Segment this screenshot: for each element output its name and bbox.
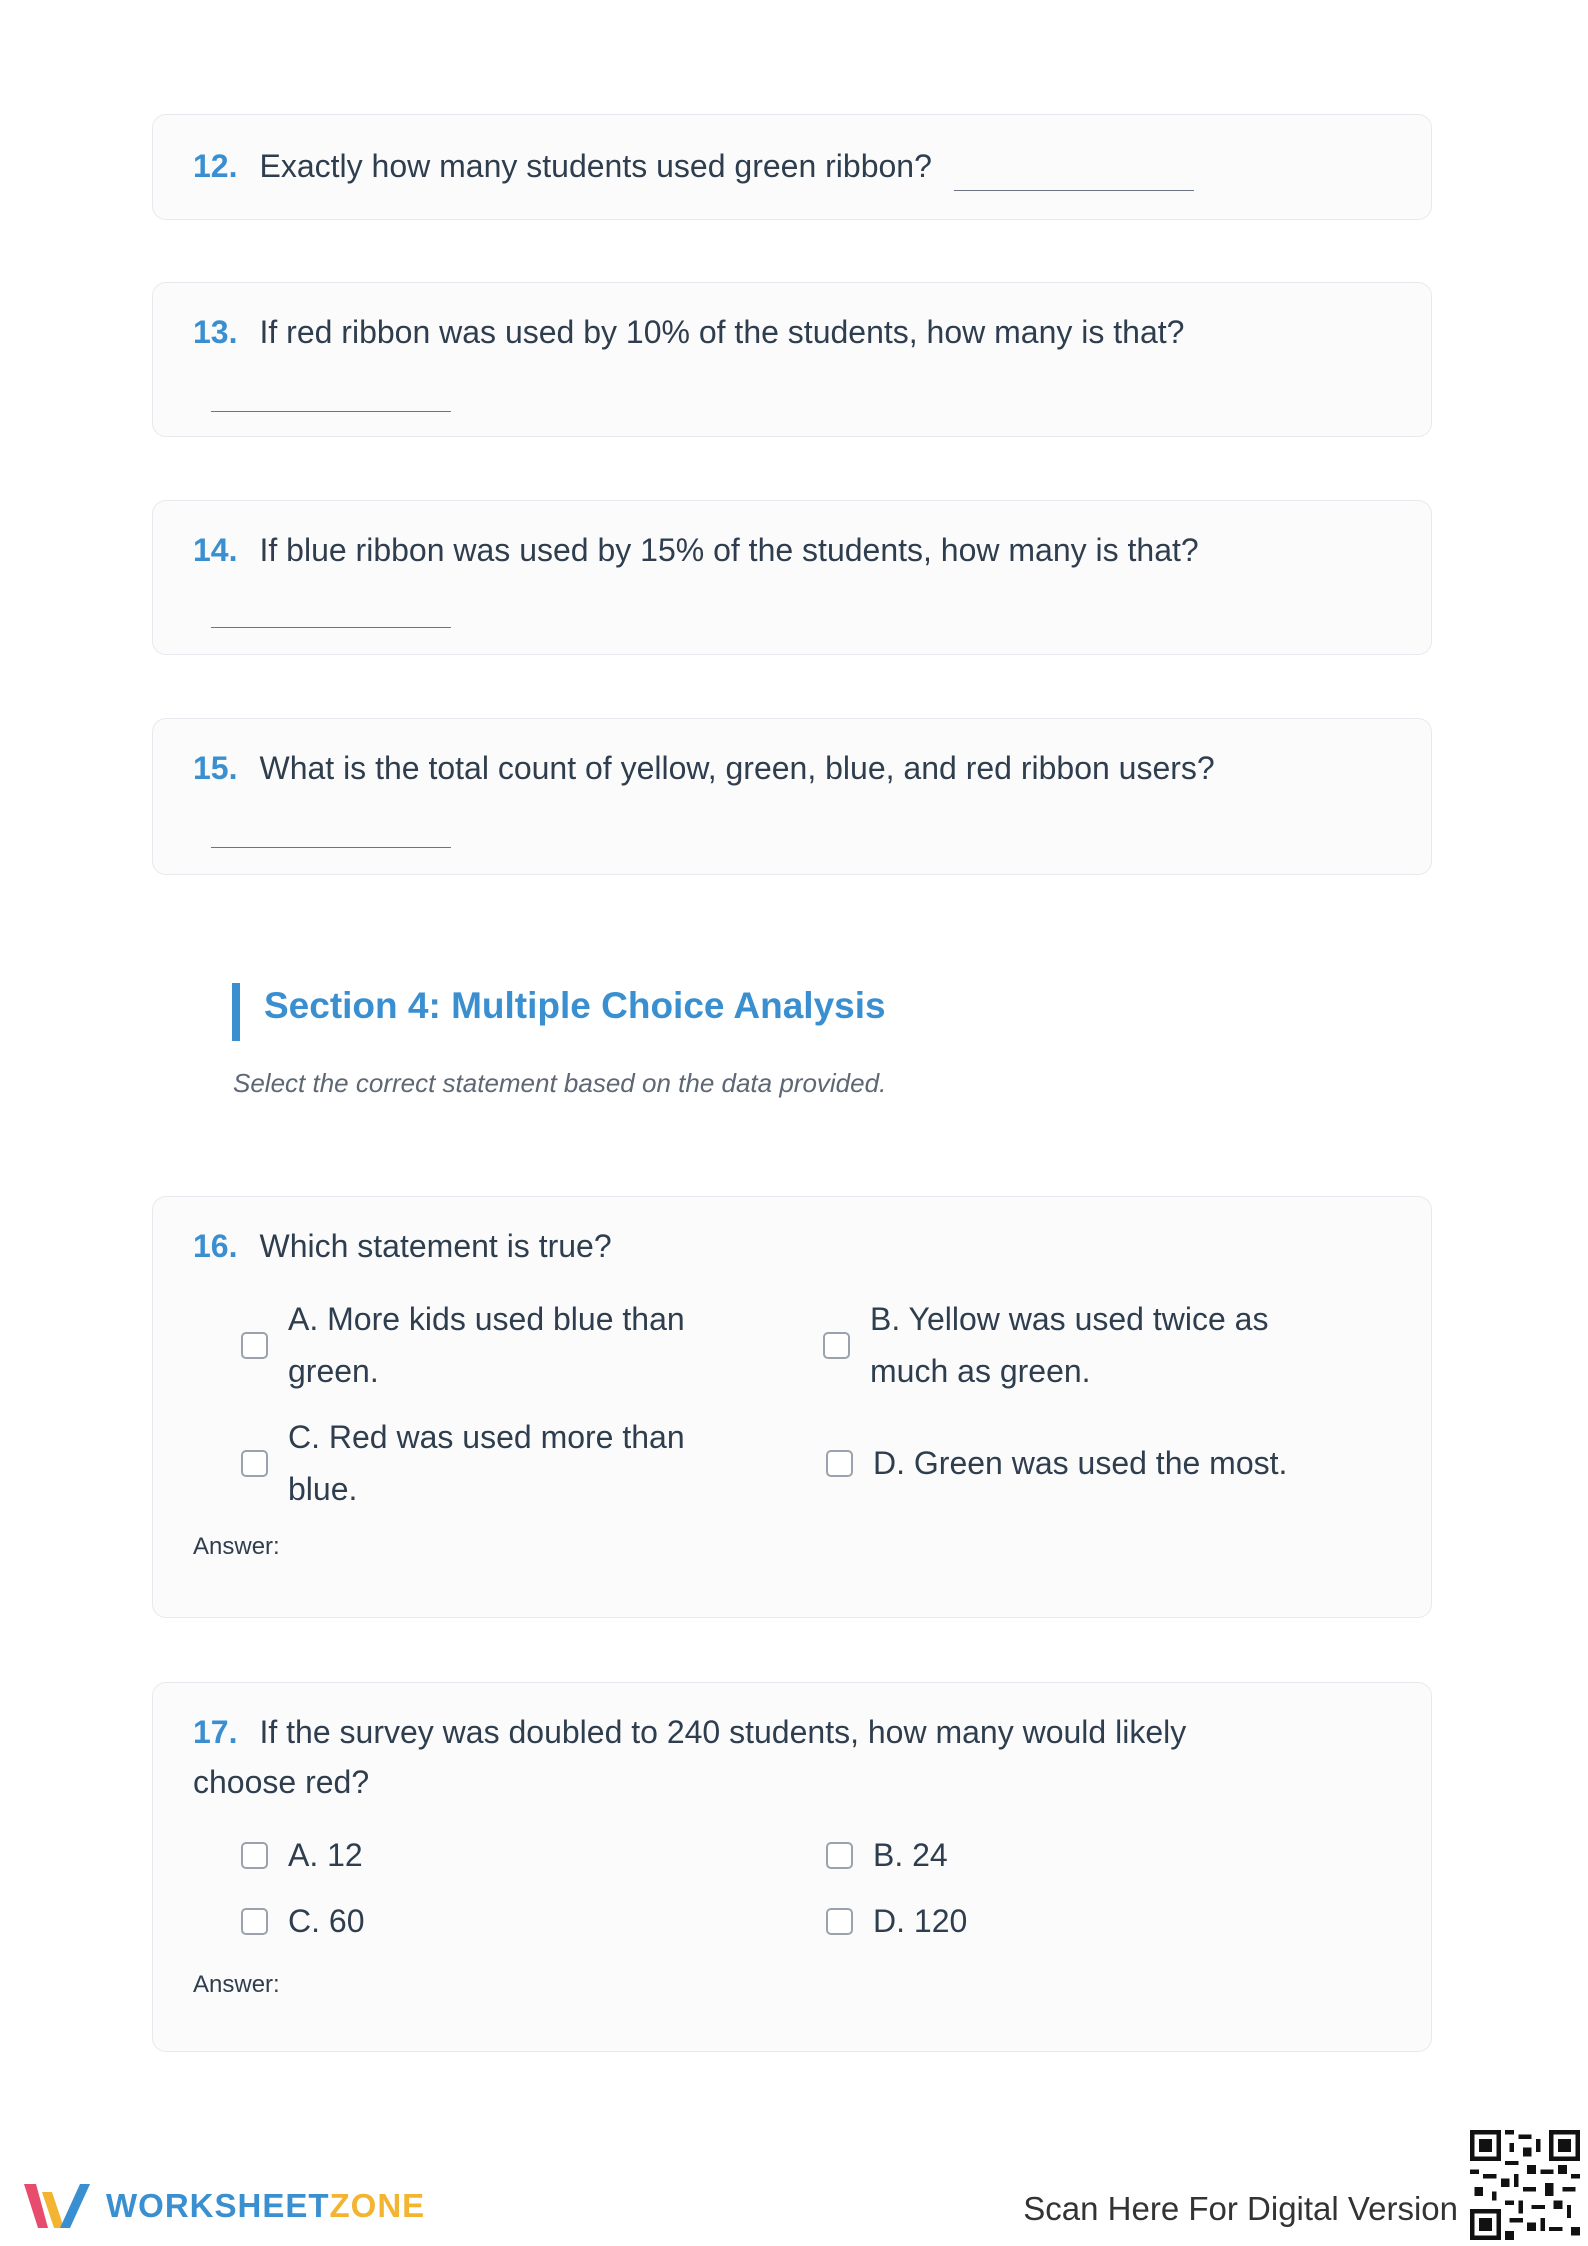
option-label: C. 60: [288, 1903, 365, 1939]
answer-label: Answer:: [193, 1533, 280, 1560]
checkbox[interactable]: [823, 1332, 850, 1359]
section-title: Section 4: Multiple Choice Analysis: [264, 985, 886, 1026]
question-number: 16.: [193, 1228, 238, 1264]
question-15: [193, 743, 1391, 793]
question-14: [193, 525, 1391, 575]
answer-blank[interactable]: [211, 411, 451, 412]
checkbox[interactable]: [241, 1842, 268, 1869]
qr-code-icon[interactable]: [1470, 2130, 1580, 2240]
question-text-cont: choose red?: [193, 1764, 370, 1800]
worksheetzone-logo[interactable]: [20, 2178, 425, 2234]
question-card-15: [152, 718, 1432, 875]
checkbox[interactable]: [241, 1332, 268, 1359]
answer-blank[interactable]: [954, 160, 1194, 191]
checkbox[interactable]: [826, 1450, 853, 1477]
question-13: [193, 307, 1391, 357]
option-label: D. Green was used the most.: [873, 1445, 1288, 1481]
option-label: B. Yellow was used twice as much as green.: [870, 1301, 1269, 1389]
option-label: C. Red was used more than blue.: [288, 1419, 685, 1507]
checkbox[interactable]: [241, 1908, 268, 1935]
question-text: If the survey was doubled to 240 students, how many would likely: [259, 1714, 1187, 1750]
question-card-13: [152, 282, 1432, 437]
option-label: A. 12: [288, 1837, 363, 1873]
option-label: A. More kids used blue than green.: [288, 1301, 685, 1389]
section-subtitle: Select the correct statement based on the data provided.: [233, 1068, 887, 1098]
option-label: D. 120: [873, 1903, 968, 1939]
option-a[interactable]: [241, 1293, 685, 1397]
question-card-16: [152, 1196, 1432, 1618]
logo-text: WORKSHEETZONE: [106, 2187, 426, 2224]
option-d[interactable]: [826, 1895, 967, 1947]
question-number: 17.: [193, 1714, 238, 1750]
question-number: 12.: [193, 148, 238, 184]
option-d[interactable]: [826, 1437, 1287, 1489]
question-17: [193, 1707, 1391, 1807]
option-a[interactable]: [241, 1829, 363, 1881]
section-accent-bar: [232, 983, 240, 1041]
w-logo-icon: [20, 2178, 94, 2234]
scan-text: Scan Here For Digital Version: [1023, 2190, 1458, 2227]
checkbox[interactable]: [826, 1908, 853, 1935]
option-label: B. 24: [873, 1837, 948, 1873]
question-number: 14.: [193, 532, 238, 568]
question-card-17: [152, 1682, 1432, 2052]
checkbox[interactable]: [241, 1450, 268, 1477]
option-b[interactable]: [826, 1829, 948, 1881]
question-number: 13.: [193, 314, 238, 350]
question-number: 15.: [193, 750, 238, 786]
question-12: [193, 141, 1391, 191]
question-card-14: [152, 500, 1432, 655]
question-text: If blue ribbon was used by 15% of the students, how many is that?: [259, 532, 1199, 568]
option-c[interactable]: [241, 1895, 364, 1947]
question-16: [193, 1221, 1391, 1271]
option-c[interactable]: [241, 1411, 685, 1515]
question-text: What is the total count of yellow, green, blue, and red ribbon users?: [259, 750, 1215, 786]
answer-blank[interactable]: [211, 847, 451, 848]
question-text: Exactly how many students used green ribbon?: [259, 148, 932, 184]
question-text: If red ribbon was used by 10% of the students, how many is that?: [259, 314, 1185, 350]
checkbox[interactable]: [826, 1842, 853, 1869]
answer-label: Answer:: [193, 1971, 280, 1998]
answer-blank[interactable]: [211, 627, 451, 628]
option-b[interactable]: [823, 1293, 1268, 1397]
question-card-12: [152, 114, 1432, 220]
question-text: Which statement is true?: [259, 1228, 612, 1264]
